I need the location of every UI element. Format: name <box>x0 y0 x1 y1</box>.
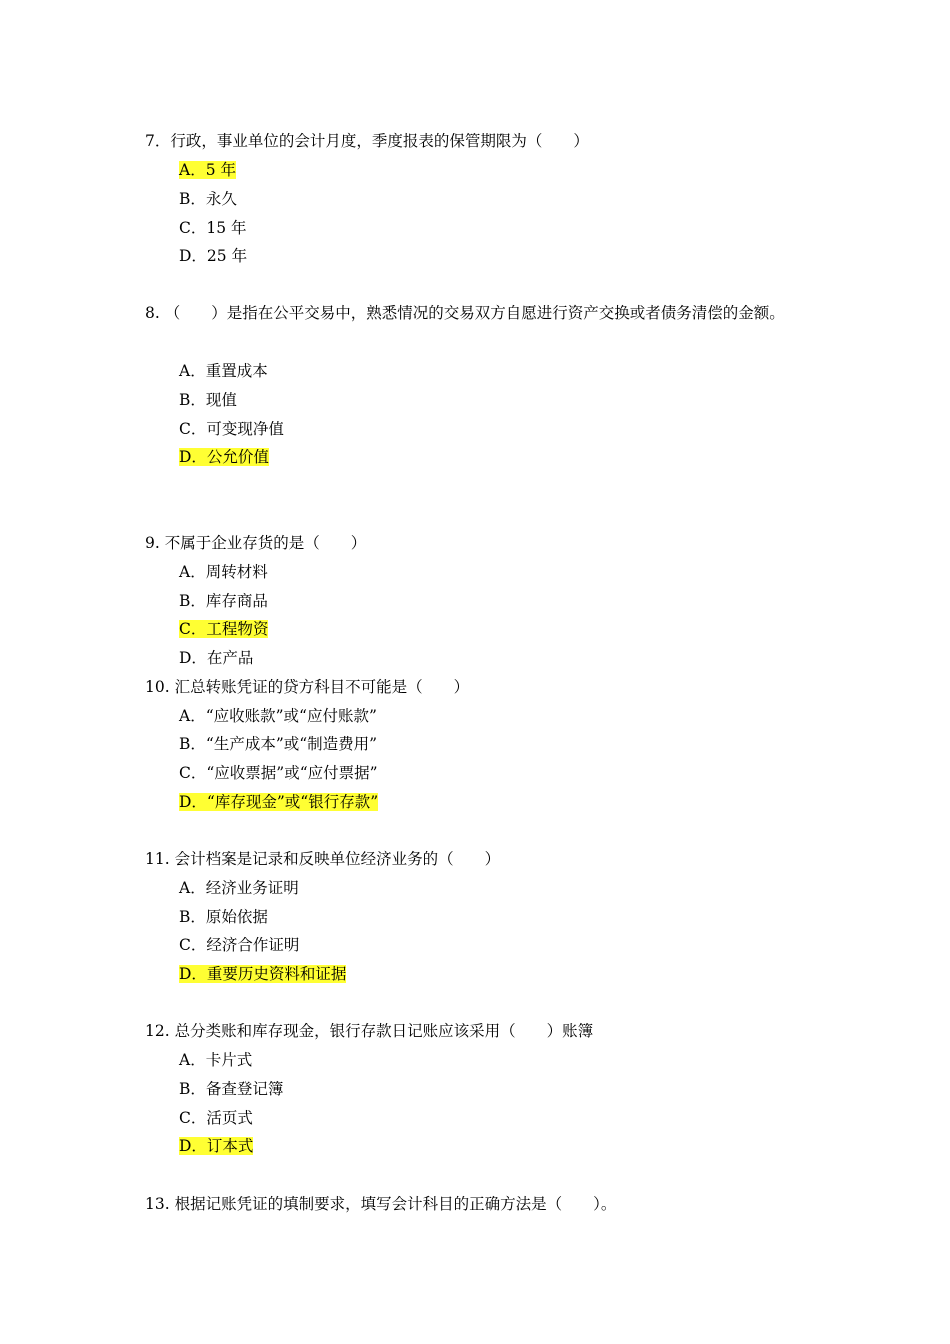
question-12-stem: 12. 总分类账和库存现金，银行存款日记账应该采用（ ）账簿 <box>145 1022 594 1040</box>
option-11c: C．经济合作证明 <box>179 936 300 954</box>
option-10d: D．“库存现金”或“银行存款” <box>179 793 379 811</box>
option-9a: A．周转材料 <box>179 563 268 581</box>
option-8b: B．现值 <box>179 391 237 409</box>
option-12b: B．备查登记簿 <box>179 1080 284 1098</box>
question-13-stem: 13. 根据记账凭证的填制要求，填写会计科目的正确方法是（ ）。 <box>145 1195 617 1213</box>
option-8a: A．重置成本 <box>179 362 268 380</box>
question-7-stem: 7．行政，事业单位的会计月度，季度报表的保管期限为（ ） <box>145 132 589 150</box>
option-9d: D．在产品 <box>179 649 254 667</box>
option-10a: A．“应收账款”或“应付账款” <box>179 707 377 725</box>
option-11d: D．重要历史资料和证据 <box>179 965 347 983</box>
option-11b: B．原始依据 <box>179 908 268 926</box>
option-9b: B．库存商品 <box>179 592 268 610</box>
option-7d: D．25 年 <box>179 247 248 265</box>
option-8d: D．公允价值 <box>179 448 269 466</box>
question-9-stem: 9. 不属于企业存货的是（ ） <box>145 534 367 552</box>
option-8c: C．可变现净值 <box>179 420 284 438</box>
option-12d: D．订本式 <box>179 1137 254 1155</box>
question-8-stem: 8. （ ）是指在公平交易中，熟悉情况的交易双方自愿进行资产交换或者债务清偿的金额。 <box>145 304 785 322</box>
option-12a: A．卡片式 <box>179 1051 253 1069</box>
option-11a: A．经济业务证明 <box>179 879 299 897</box>
option-7c: C．15 年 <box>179 219 247 237</box>
option-12c: C．活页式 <box>179 1109 253 1127</box>
option-10c: C．“应收票据”或“应付票据” <box>179 764 378 782</box>
question-11-stem: 11. 会计档案是记录和反映单位经济业务的（ ） <box>145 850 501 868</box>
option-10b: B．“生产成本”或“制造费用” <box>179 735 378 753</box>
option-7b: B．永久 <box>179 190 237 208</box>
option-9c: C．工程物资 <box>179 620 269 638</box>
option-7a: A．5 年 <box>179 161 236 179</box>
question-10-stem: 10. 汇总转账凭证的贷方科目不可能是（ ） <box>145 678 470 696</box>
